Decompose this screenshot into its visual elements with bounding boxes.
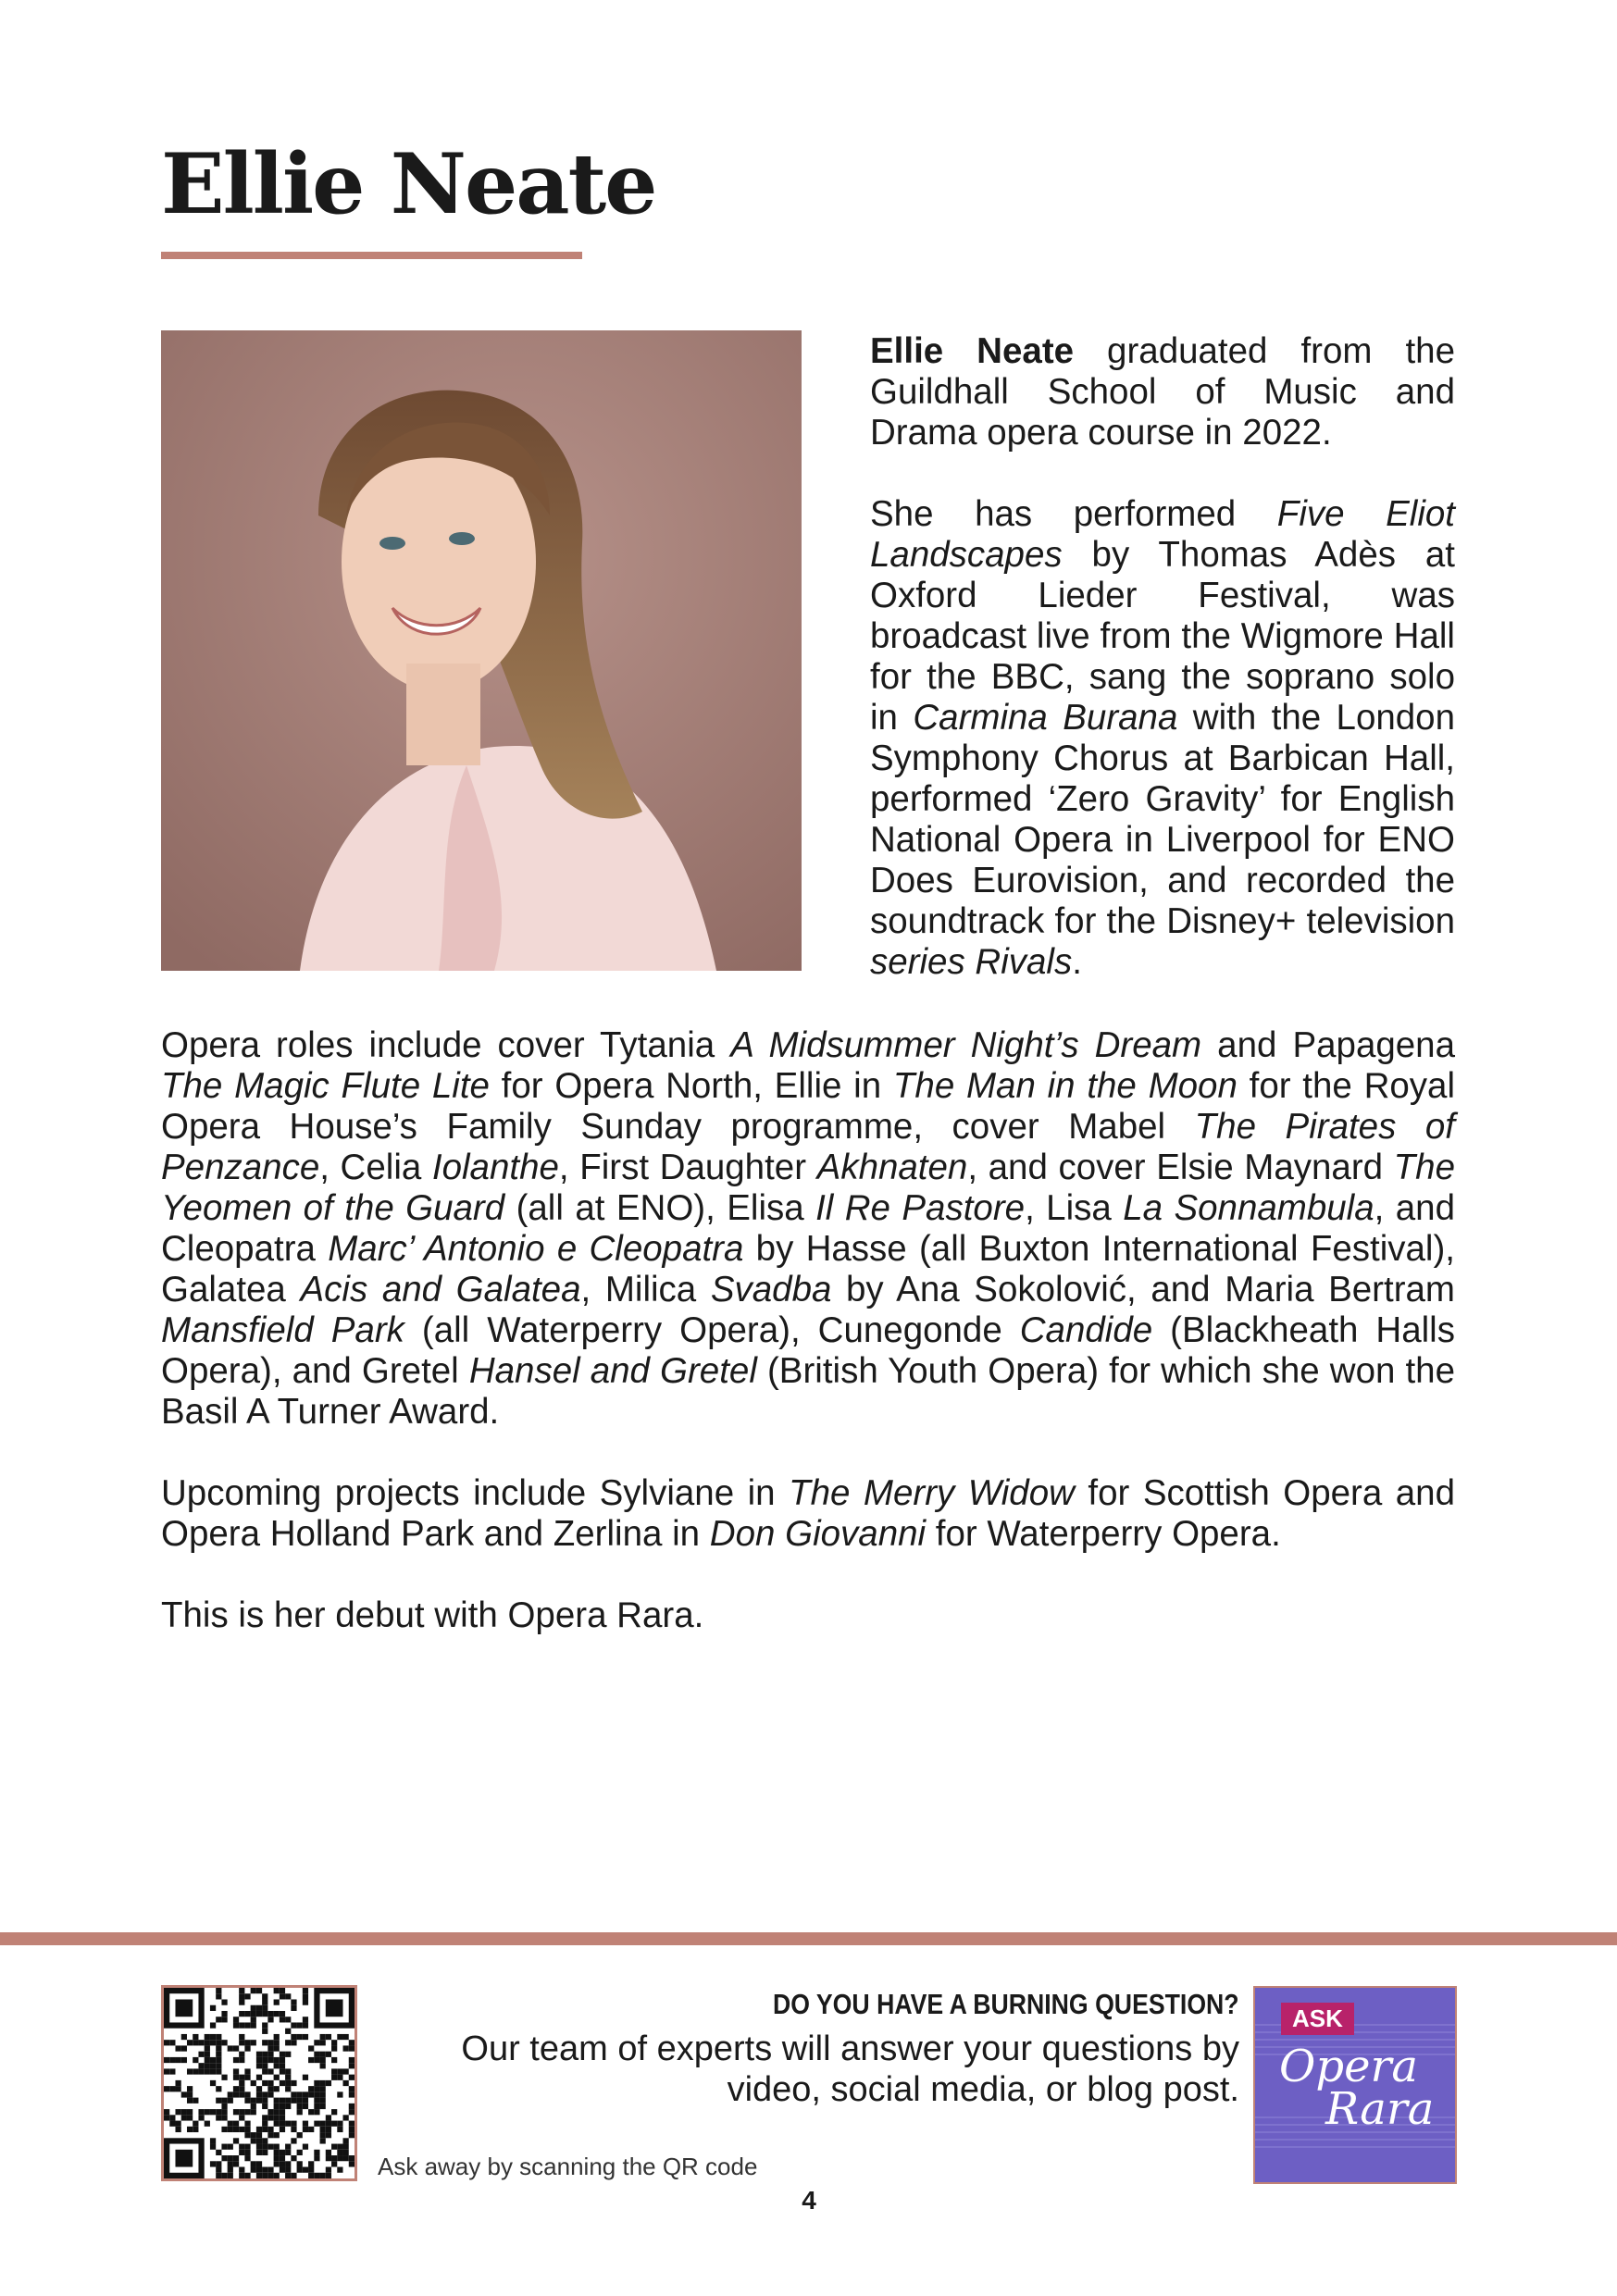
text-run: This is her debut with Opera Rara. [161,1595,704,1635]
page-number: 4 [802,2186,816,2215]
italic-title: Acis and Galatea [300,1270,581,1309]
italic-title: Marc’ Antonio e Cleopatra [328,1229,744,1269]
text-run: by Hasse (all Buxton International Festival), Galatea [161,1229,1455,1309]
text-run: with the London Symphony Chorus at Barbican Hall, performed ‘Zero Gravity’ for English National Opera in Liverpool for ENO Does Eurovision, and recorded the soundtrack for the Disney+ television [870,698,1456,941]
intro-text [870,331,1455,1024]
italic-title: Don Giovanni [709,1514,927,1554]
italic-title: Akhnaten [816,1148,968,1187]
text-run: , First Daughter [558,1148,817,1187]
text-run: (Blackheath Halls Opera), and Gretel [161,1310,1455,1391]
logo-script [1279,2041,1435,2135]
biography-text [161,1025,1455,1677]
italic-title: Hansel and Gretel [468,1351,757,1391]
bold-name: Ellie Neate [870,331,1075,371]
text-run: Upcoming projects include Sylviane in [161,1473,790,1513]
text-run: Opera roles include cover Tytania [161,1025,731,1065]
page-title: Ellie Neate [161,135,656,233]
text-run: by Ana Sokolović, and Maria Bertram [831,1270,1455,1309]
title-underline [161,252,582,259]
footer-divider [0,1932,1617,1945]
italic-title: Five Eliot Landscapes [870,494,1456,575]
text-run: by Thomas Adès at Oxford Lieder Festival, was broadcast live from the Wigmore Hall for the BBC, sang the soprano solo in [870,535,1455,738]
question-description: Our team of experts will answer your questions by video, social media, or blog post. [461,2029,1239,2109]
text-run: , Milica [580,1270,711,1309]
text-run: (British Youth Opera) for which she won the Basil A Turner Award. [161,1351,1456,1432]
text-run: (all at ENO), Elisa [504,1188,816,1228]
italic-title: Iolanthe [431,1148,559,1187]
text-run: , Celia [319,1148,432,1187]
text-run: and Papagena [1201,1025,1456,1065]
text-run: , Lisa [1025,1188,1124,1228]
italic-title: The Magic Flute Lite [161,1066,490,1106]
italic-title: The Pirates of Penzance [161,1107,1455,1187]
text-run: , and cover Elsie Maynard [967,1148,1394,1187]
text-run: . [1072,942,1082,982]
italic-title: series Rivals [870,942,1073,982]
logo-badge: ASK [1281,2003,1354,2035]
italic-title: Svadba [710,1270,832,1309]
paragraph [161,1025,1455,1433]
question-heading: DO YOU HAVE A BURNING QUESTION? [773,1988,1239,2020]
ask-opera-rara-logo[interactable] [1253,1986,1457,2184]
text-run: for Waterperry Opera. [926,1514,1281,1554]
text-run: for the Royal Opera House’s Family Sunday programme, cover Mabel [161,1066,1455,1147]
italic-title: La Sonnambula [1123,1188,1374,1228]
italic-title: The Merry Widow [789,1473,1075,1513]
logo-script-line-1: Opera [1279,2041,1419,2092]
paragraph [161,1595,1455,1636]
italic-title: Candide [1019,1310,1153,1350]
paragraph [870,331,1455,453]
text-run: (all Waterperry Opera), Cunegonde [404,1310,1020,1350]
portrait-photo [161,330,802,971]
italic-title: The Man in the Moon [892,1066,1238,1106]
text-run: , and Cleopatra [161,1188,1456,1269]
text-run: for Opera North, Ellie in [489,1066,893,1106]
italic-title: Il Re Pastore [815,1188,1026,1228]
paragraph [161,1473,1455,1555]
text-run: graduated from the Guildhall School of Music and Drama opera course in 2022. [870,331,1455,453]
text-run: for Scottish Opera and Opera Holland Park and Zerlina in [161,1473,1455,1554]
scan-instruction: Ask away by scanning the QR code [378,2153,758,2180]
paragraph [870,494,1455,983]
text-run: She has performed [870,494,1277,534]
qr-code-icon[interactable] [161,1985,357,2181]
italic-title: Mansfield Park [161,1310,404,1350]
italic-title: A Midsummer Night’s Dream [730,1025,1202,1065]
logo-script-line-2: Rara [1325,2083,1435,2135]
italic-title: The Yeomen of the Guard [161,1148,1455,1228]
italic-title: Carmina Burana [913,698,1178,738]
